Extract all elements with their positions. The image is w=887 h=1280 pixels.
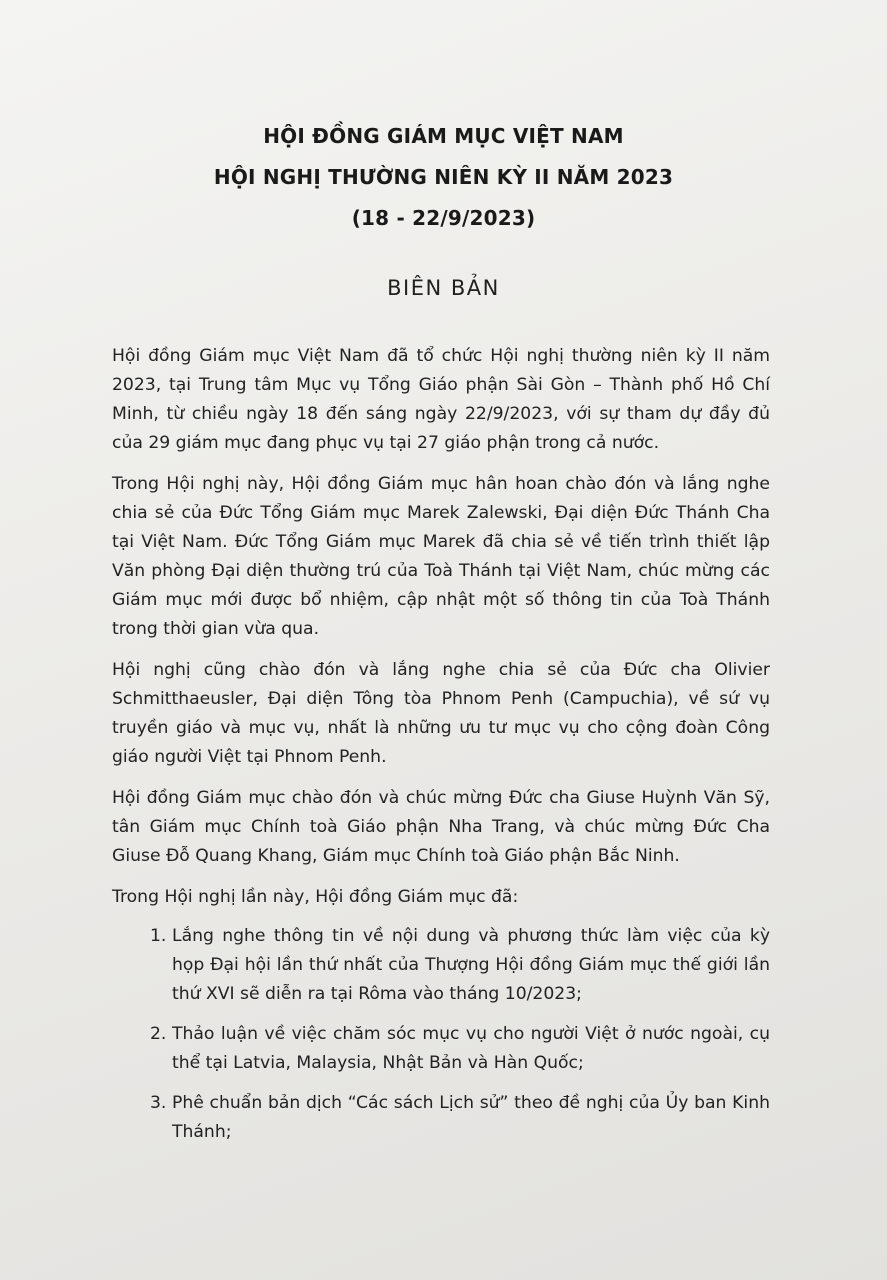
document-body — [112, 342, 770, 1158]
list-item-text: Thảo luận về việc chăm sóc mục vụ cho người Việt ở nước ngoài, cụ thể tại Latvia, Malaysia, Nhật Bản và Hàn Quốc; — [172, 1024, 770, 1073]
header-dates: (18 - 22/9/2023) — [351, 206, 536, 230]
list-item — [150, 1089, 770, 1147]
decision-list — [112, 922, 770, 1147]
paragraph-2: Trong Hội nghị này, Hội đồng Giám mục hân hoan chào đón và lắng nghe chia sẻ của Đức Tổng Giám mục Marek Zalewski, Đại diện Đức Thánh Cha tại Việt Nam. Đức Tổng Giám mục Marek đã chia sẻ về tiến trình thiết lập Văn phòng Đại diện thường trú của Toà Thánh tại Việt Nam, chúc mừng các Giám mục mới được bổ nhiệm, cập nhật một số thông tin của Toà Thánh trong thời gian vừa qua. — [112, 474, 770, 639]
document-title: BIÊN BẢN — [387, 276, 500, 300]
document-header — [0, 116, 887, 239]
list-item-text: Lắng nghe thông tin về nội dung và phương thức làm việc của kỳ họp Đại hội lần thứ nhất của Thượng Hội đồng Giám mục thế giới lần thứ XVI sẽ diễn ra tại Rôma vào tháng 10/2023; — [172, 926, 770, 1004]
list-item-text: Phê chuẩn bản dịch “Các sách Lịch sử” theo đề nghị của Ủy ban Kinh Thánh; — [172, 1093, 770, 1142]
list-item-number: 3. — [150, 1093, 167, 1113]
list-item-number: 1. — [150, 926, 167, 946]
paragraph-1: Hội đồng Giám mục Việt Nam đã tổ chức Hội nghị thường niên kỳ II năm 2023, tại Trung tâm Mục vụ Tổng Giáo phận Sài Gòn – Thành phố Hồ Chí Minh, từ chiều ngày 18 đến sáng ngày 22/9/2023, với sự tham dự đầy đủ của 29 giám mục đang phục vụ tại 27 giáo phận trong cả nước. — [112, 346, 770, 453]
paragraph-3: Hội nghị cũng chào đón và lắng nghe chia sẻ của Đức cha Olivier Schmitthaeusler, Đại diện Tông tòa Phnom Penh (Campuchia), về sứ vụ truyền giáo và mục vụ, nhất là những ưu tư mục vụ cho cộng đoàn Công giáo người Việt tại Phnom Penh. — [112, 660, 770, 767]
header-conference: HỘI NGHỊ THƯỜNG NIÊN KỲ II NĂM 2023 — [213, 165, 674, 189]
list-intro: Trong Hội nghị lần này, Hội đồng Giám mục đã: — [112, 887, 519, 907]
header-organization: HỘI ĐỒNG GIÁM MỤC VIỆT NAM — [263, 124, 624, 148]
paragraph-4: Hội đồng Giám mục chào đón và chúc mừng Đức cha Giuse Huỳnh Văn Sỹ, tân Giám mục Chính toà Giáo phận Nha Trang, và chúc mừng Đức Cha Giuse Đỗ Quang Khang, Giám mục Chính toà Giáo phận Bắc Ninh. — [112, 788, 770, 866]
list-item — [150, 1020, 770, 1078]
list-item-number: 2. — [150, 1024, 167, 1044]
list-item — [150, 922, 770, 1009]
